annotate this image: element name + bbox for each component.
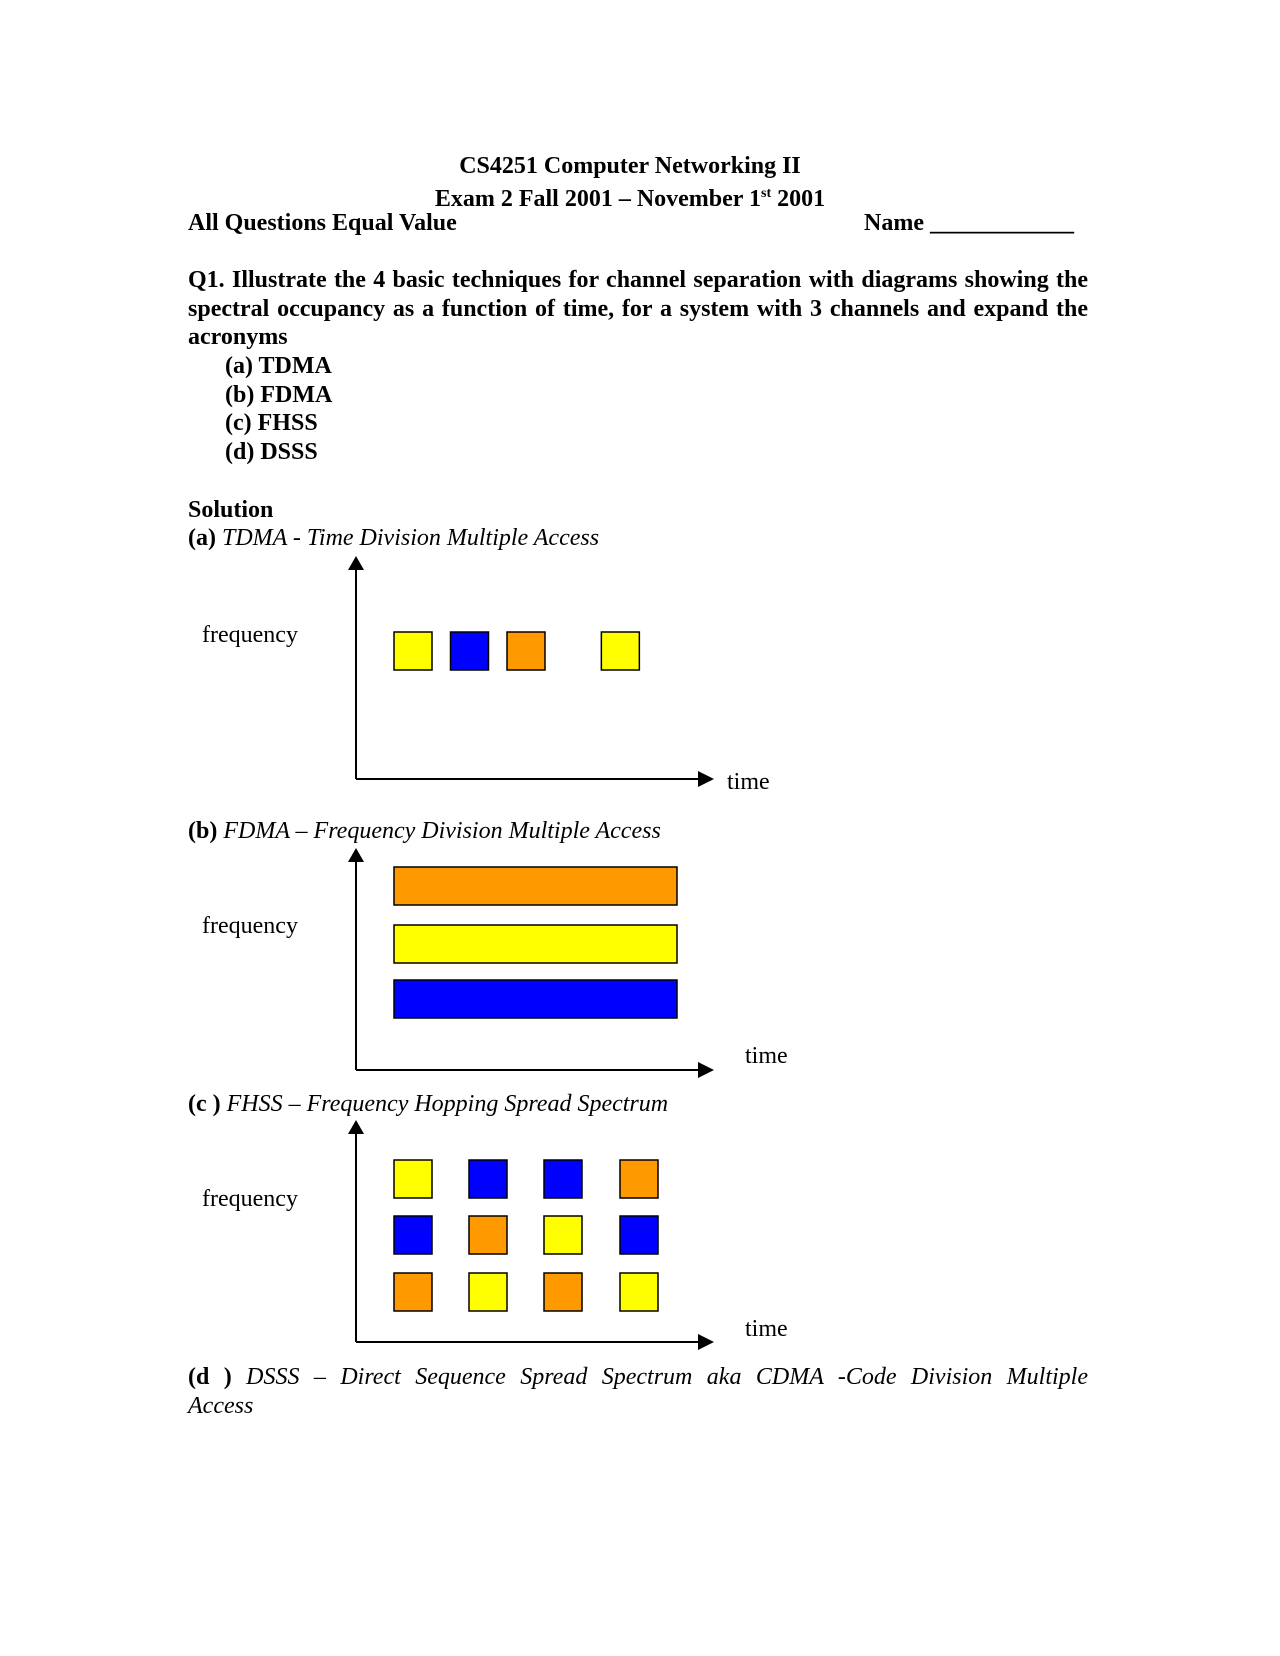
fhss-y-label: frequency [202, 1186, 298, 1212]
fdma-y-axis [348, 848, 364, 1070]
tdma-slot-yellow [394, 632, 432, 670]
fdma-band-orange [394, 867, 677, 905]
fhss-y-axis [348, 1120, 364, 1342]
fhss-hop-orange [544, 1273, 582, 1311]
question-item-a: (a) TDMA [225, 353, 332, 379]
tdma-slot-yellow [601, 632, 639, 670]
solution-b-heading [188, 817, 661, 845]
tdma-slot-orange [507, 632, 545, 670]
solution-a-heading [188, 524, 599, 552]
tdma-x-label: time [727, 769, 770, 795]
fhss-hop-yellow [394, 1160, 432, 1198]
fhss-hop-blue [544, 1160, 582, 1198]
tdma-slots [394, 632, 639, 670]
fhss-hop-yellow [544, 1216, 582, 1254]
solution-heading: Solution [188, 497, 274, 523]
solution-b-label: (b) [188, 818, 218, 844]
fdma-band-yellow [394, 925, 677, 963]
solution-d-heading [188, 1363, 1088, 1392]
fhss-hop-blue [394, 1216, 432, 1254]
name-field: Name ____________ [864, 210, 1074, 236]
question-text: Q1. Illustrate the 4 basic techniques for channel separation with diagrams showing the spectral occupancy as a function of time, for a system with 3 channels and expand the acronyms [188, 267, 1088, 350]
fhss-x-axis [356, 1334, 714, 1350]
fdma-y-label: frequency [202, 913, 298, 939]
question-item-b: (b) FDMA [225, 382, 333, 408]
fdma-band-blue [394, 980, 677, 1018]
fhss-x-label: time [745, 1316, 788, 1342]
solution-d-label: (d ) [188, 1364, 232, 1390]
solution-a-text: TDMA - Time Division Multiple Access [215, 525, 600, 551]
fhss-hop-yellow [469, 1273, 507, 1311]
exam-title-prefix: Exam 2 Fall 2001 – November 1 [434, 186, 762, 212]
fhss-hop-blue [469, 1160, 507, 1198]
solution-c-text: FHSS – Frequency Hopping Spread Spectrum [220, 1091, 669, 1117]
solution-b-text: FDMA – Frequency Division Multiple Access [217, 818, 661, 844]
solution-c-heading [188, 1090, 668, 1118]
tdma-x-axis [356, 771, 714, 787]
exam-title-suffix: 2001 [771, 186, 826, 212]
fhss-hop-yellow [620, 1273, 658, 1311]
fdma-x-axis [356, 1062, 714, 1078]
fhss-grid [394, 1160, 658, 1311]
fdma-bands [394, 867, 677, 1018]
fhss-hop-orange [394, 1273, 432, 1311]
fhss-hop-orange [620, 1160, 658, 1198]
tdma-slot-blue [451, 632, 489, 670]
tdma-y-label: frequency [202, 622, 298, 648]
solution-a-label: (a) [188, 525, 216, 551]
question-item-c: (c) FHSS [225, 410, 318, 436]
exam-title-sup: st [761, 186, 772, 201]
all-questions-note: All Questions Equal Value [188, 210, 457, 236]
fhss-hop-blue [620, 1216, 658, 1254]
course-title: CS4251 Computer Networking II [459, 153, 801, 179]
solution-d-text-line2: Access [188, 1393, 254, 1419]
solution-c-label: (c ) [188, 1091, 221, 1117]
tdma-y-axis [348, 556, 364, 779]
fdma-x-label: time [745, 1043, 788, 1069]
solution-d-text: DSSS – Direct Sequence Spread Spectrum aka CDMA -Code Division Multiple [231, 1364, 1088, 1390]
question-item-d: (d) DSSS [225, 439, 318, 465]
fhss-hop-orange [469, 1216, 507, 1254]
